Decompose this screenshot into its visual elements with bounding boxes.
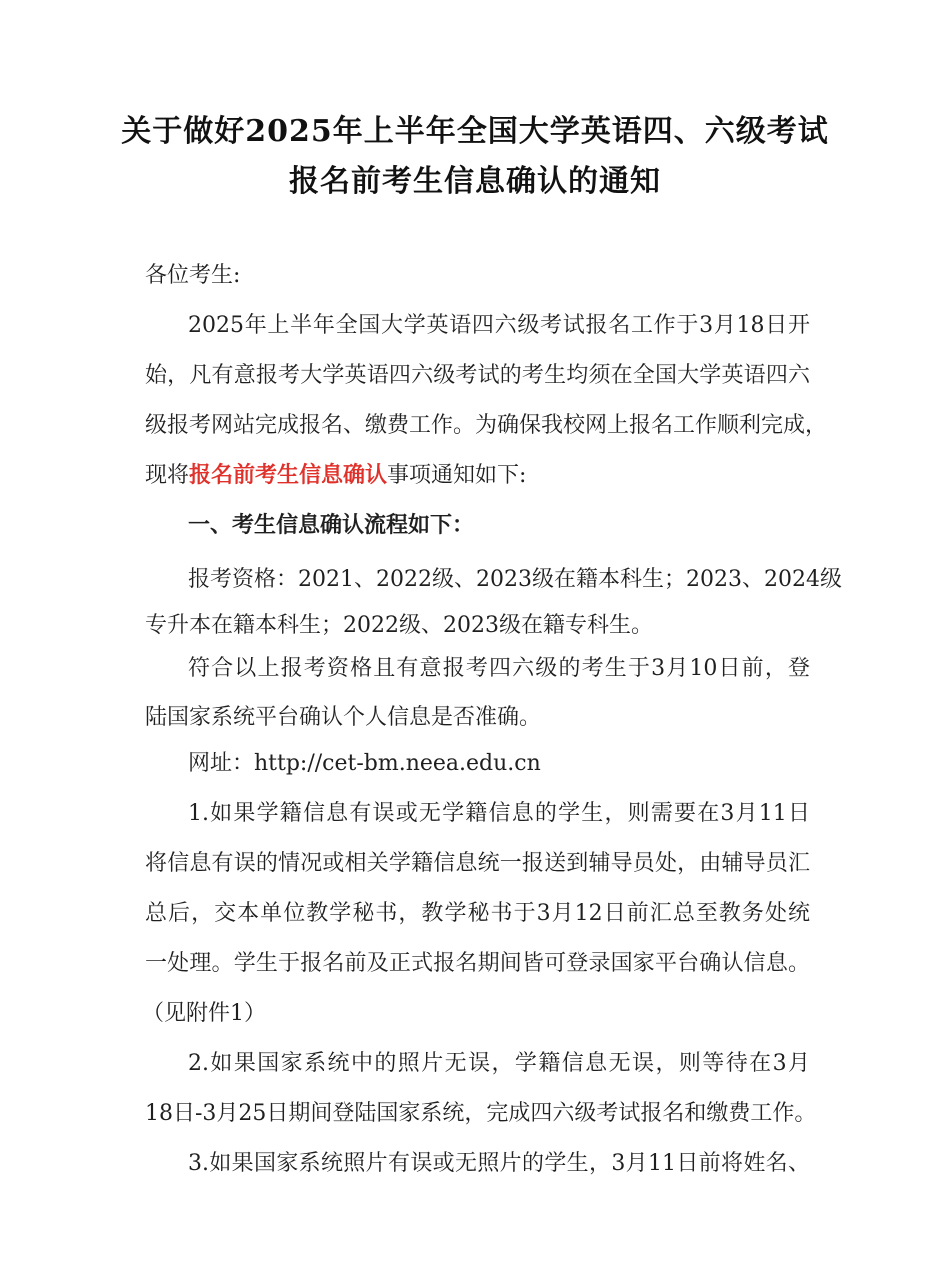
deadline-line-1: 符合以上报考资格且有意报考四六级的考生于3月10日前，登 [188,656,810,681]
intro-line-4-suffix: 事项通知如下: [387,463,527,488]
intro-line-2: 始，凡有意报考大学英语四六级考试的考生均须在全国大学英语四六 [145,363,810,388]
intro-line-4 [145,458,810,489]
intro-line-1: 2025年上半年全国大学英语四六级考试报名工作于3月18日开 [188,313,810,338]
website-url[interactable]: 网址：http://cet-bm.neea.edu.cn [188,751,541,776]
item-1-line-1: 1.如果学籍信息有误或无学籍信息的学生，则需要在3月11日 [188,801,810,826]
item-2-line-1: 2.如果国家系统中的照片无误，学籍信息无误，则等待在3月 [188,1051,810,1076]
item-1-line-2: 将信息有误的情况或相关学籍信息统一报送到辅导员处，由辅导员汇 [145,851,810,876]
section-1-heading: 一、考生信息确认流程如下： [188,512,475,538]
title-line-2: 报名前考生信息确认的通知 [289,164,661,199]
intro-line-4-prefix: 现将 [145,463,190,488]
eligibility-line-2: 专升本在籍本科生；2022级、2023级在籍专科生。 [145,613,653,638]
item-1-line-3: 总后，交本单位教学秘书，教学秘书于3月12日前汇总至教务处统 [145,901,810,926]
item-1-line-4: 一处理。学生于报名前及正式报名期间皆可登录国家平台确认信息。 [145,951,810,976]
item-1-line-5: （见附件1） [142,1001,266,1026]
item-2-line-2: 18日-3月25日期间登陆国家系统，完成四六级考试报名和缴费工作。 [145,1101,817,1126]
deadline-line-2: 陆国家系统平台确认个人信息是否准确。 [145,705,542,730]
item-3-line-1: 3.如果国家系统照片有误或无照片的学生，3月11日前将姓名、 [188,1151,810,1176]
greeting: 各位考生: [145,263,241,288]
title-line-1: 关于做好2025年上半年全国大学英语四、六级考试 [121,114,829,149]
eligibility-line-1: 报考资格：2021、2022级、2023级在籍本科生；2023、2024级 [188,567,842,592]
highlight-phrase: 报名前考生信息确认 [189,462,388,488]
intro-line-3: 级报考网站完成报名、缴费工作。为确保我校网上报名工作顺利完成， [145,413,828,438]
